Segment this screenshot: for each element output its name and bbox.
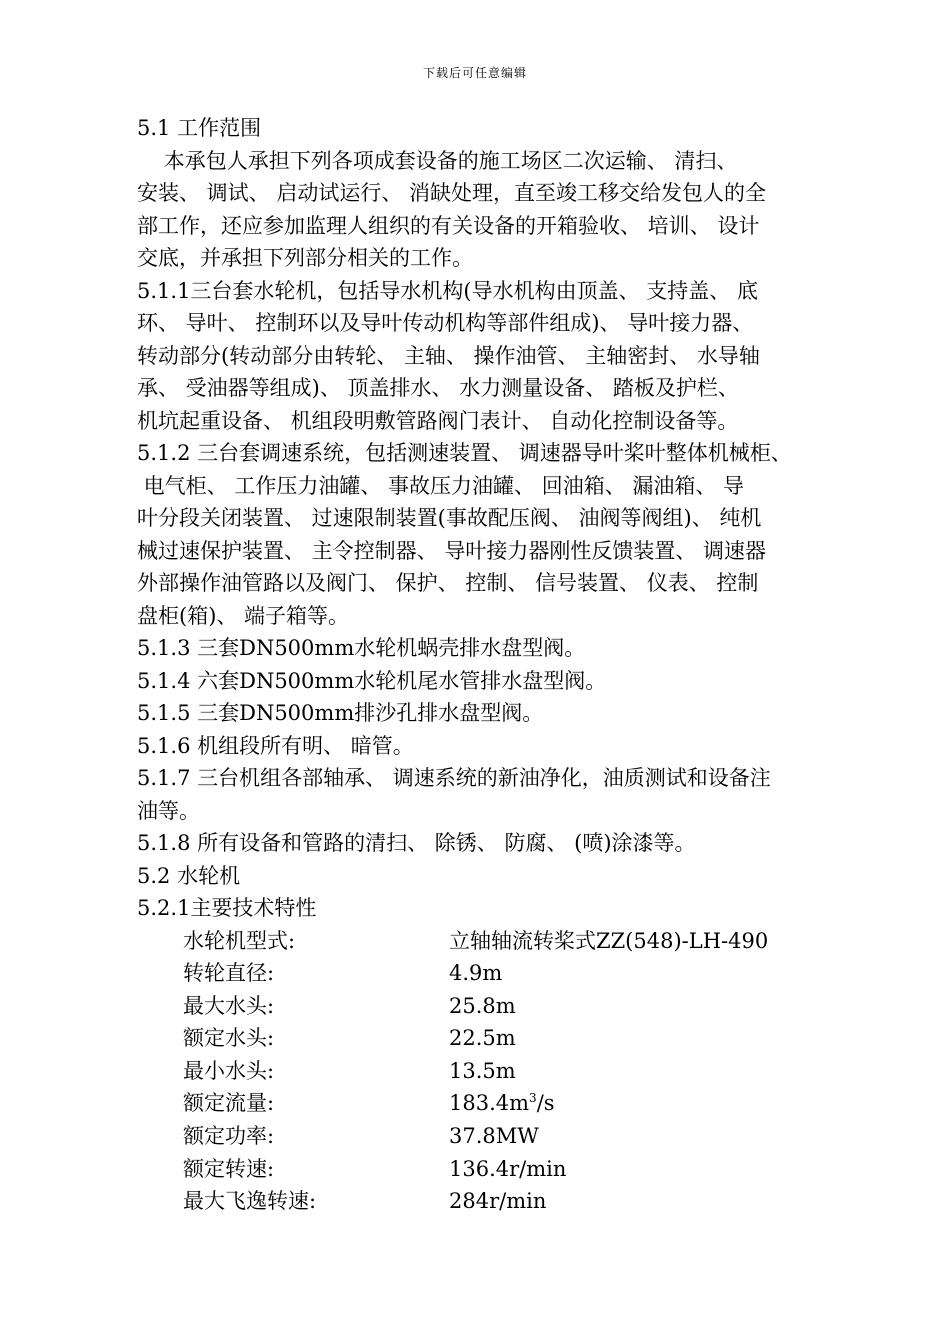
spec-row <box>183 1087 855 1120</box>
flow-unit-suffix: /s <box>536 1091 555 1116</box>
spec-label: 转轮直径: <box>183 961 275 986</box>
spec-label: 水轮机型式: <box>183 928 296 953</box>
spec-value: 25.8m <box>449 993 516 1018</box>
spec-label: 最小水头: <box>183 1058 275 1083</box>
flow-exponent: 3 <box>529 1091 537 1106</box>
spec-value: 22.5m <box>449 1026 516 1051</box>
item-5-1-2-line: 外部操作油管路以及阀门、 保护、 控制、 信号装置、 仪表、 控制 <box>137 571 759 595</box>
spec-row <box>183 957 855 990</box>
item-5-1-1-line: 转动部分(转动部分由转轮、 主轴、 操作油管、 主轴密封、 水导轴 <box>137 343 760 368</box>
item-5-1-2-line: 5.1.2 三台套调速系统，包括测速装置、 调速器导叶桨叶整体机械柜、 <box>137 441 792 465</box>
item-5-1-5: 5.1.5 三套DN500mm排沙孔排水盘型阀。 <box>137 701 544 725</box>
paragraph-line: 安装、 调试、 启动试运行、 消缺处理，直至竣工移交给发包人的全 <box>137 181 767 205</box>
spec-value: 13.5m <box>449 1058 516 1083</box>
spec-row <box>183 1120 855 1153</box>
spec-label: 额定转速: <box>183 1156 275 1181</box>
spec-row <box>183 1185 855 1218</box>
section-heading-5-1: 5.1 工作范围 <box>137 116 262 140</box>
spec-label: 最大水头: <box>183 993 275 1018</box>
item-5-1-8: 5.1.8 所有设备和管路的清扫、 除锈、 防腐、 (喷)涂漆等。 <box>137 831 696 855</box>
paragraph-line: 本承包人承担下列各项成套设备的施工场区二次运输、 清扫、 <box>137 148 738 173</box>
item-5-1-1-line: 环、 导叶、 控制环以及导叶传动机构等部件组成)、 导叶接力器、 <box>137 311 754 335</box>
spec-row <box>183 990 855 1023</box>
item-5-1-7-line: 油等。 <box>137 798 200 823</box>
subsection-heading-5-2-1: 5.2.1主要技术特性 <box>137 896 317 920</box>
technical-specs-table <box>183 925 855 1218</box>
spec-value: 37.8MW <box>449 1124 539 1149</box>
spec-value: 284r/min <box>449 1189 547 1214</box>
document-body <box>137 112 855 1218</box>
section-heading-5-2: 5.2 水轮机 <box>137 863 241 888</box>
spec-label: 额定流量: <box>183 1091 275 1116</box>
spec-label: 最大飞逸转速: <box>183 1189 317 1214</box>
item-5-1-2-line: 叶分段关闭装置、 过速限制装置(事故配压阀、 油阀等阀组)、 纯机 <box>137 506 762 530</box>
spec-row <box>183 1153 855 1186</box>
spec-row <box>183 925 855 958</box>
item-5-1-6: 5.1.6 机组段所有明、 暗管。 <box>137 733 414 758</box>
paragraph-line: 部工作，还应参加监理人组织的有关设备的开箱验收、 培训、 设计 <box>137 213 760 238</box>
item-5-1-1-line: 承、 受油器等组成)、 顶盖排水、 水力测量设备、 踏板及护栏、 <box>137 376 739 400</box>
page-header-note: 下载后可任意编辑 <box>422 66 527 80</box>
spec-row <box>183 1055 855 1088</box>
spec-value: 136.4r/min <box>449 1156 567 1181</box>
item-5-1-2-line: 电气柜、 工作压力油罐、 事故压力油罐、 回油箱、 漏油箱、 导 <box>137 473 745 498</box>
item-5-1-1-line: 机坑起重设备、 机组段明敷管路阀门表计、 自动化控制设备等。 <box>137 408 739 433</box>
spec-value: 4.9m <box>449 961 503 986</box>
flow-number: 183.4m <box>449 1091 530 1116</box>
spec-label: 额定水头: <box>183 1026 275 1051</box>
paragraph-line: 交底，并承担下列部分相关的工作。 <box>137 246 473 270</box>
spec-label: 额定功率: <box>183 1124 275 1149</box>
item-5-1-3: 5.1.3 三套DN500mm水轮机蜗壳排水盘型阀。 <box>137 636 586 660</box>
item-5-1-2-line: 械过速保护装置、 主令控制器、 导叶接力器刚性反馈装置、 调速器 <box>137 538 767 563</box>
spec-value-flow <box>449 1087 855 1120</box>
item-5-1-2-line: 盘柜(箱)、 端子箱等。 <box>137 603 350 628</box>
item-5-1-4: 5.1.4 六套DN500mm水轮机尾水管排水盘型阀。 <box>137 668 607 693</box>
item-5-1-7-line: 5.1.7 三台机组各部轴承、 调速系统的新油净化，油质测试和设备注 <box>137 766 771 790</box>
item-5-1-1-line: 5.1.1三台套水轮机，包括导水机构(导水机构由顶盖、 支持盖、 底 <box>137 278 758 303</box>
spec-value: 立轴轴流转桨式ZZ(548)-LH-490 <box>449 928 769 953</box>
spec-row <box>183 1022 855 1055</box>
